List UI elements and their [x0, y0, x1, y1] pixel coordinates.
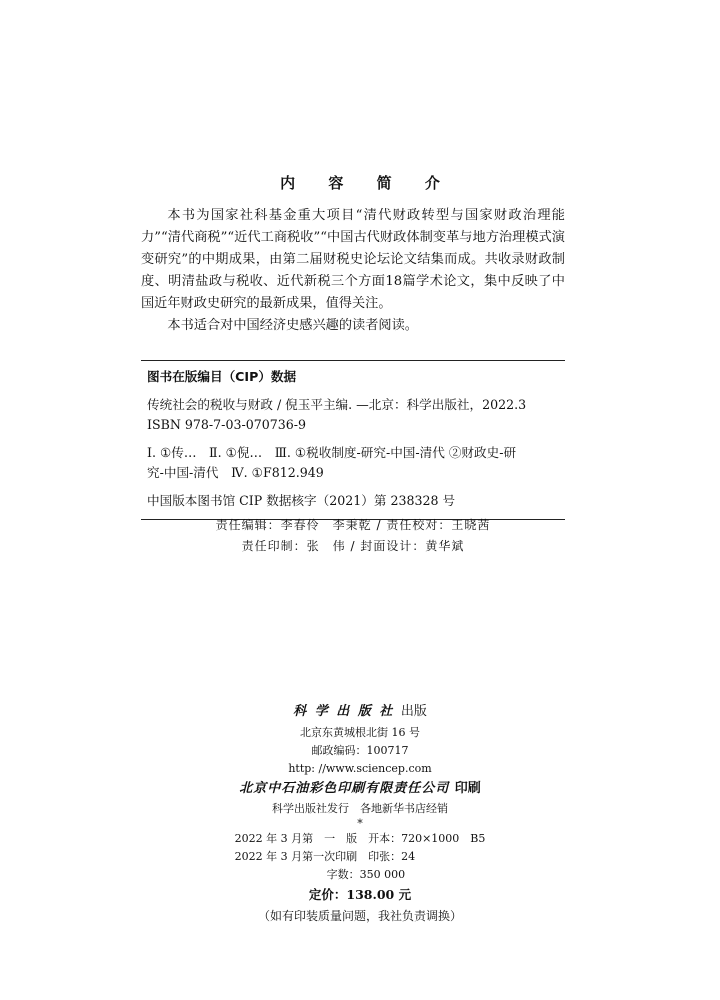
printer-line	[0, 778, 720, 800]
credits-line: 责任编辑：李春伶 李秉乾 / 责任校对：王晓茜	[215, 518, 491, 532]
edition-line: 2022 年 3 月第 一 版 开本：720×1000 B5	[234, 832, 486, 845]
cip-heading: 图书在版编目（CIP）数据	[147, 369, 297, 384]
separator-star: *	[357, 817, 363, 830]
editorial-credits	[141, 515, 565, 557]
publisher-line	[0, 700, 720, 724]
cip-verification-number: 中国版本图书馆 CIP 数据核字（2021）第 238328 号	[147, 493, 456, 508]
word-count-line: 字数：350 000	[326, 868, 406, 881]
distribution-line: 科学出版社发行 各地新华书店经销	[272, 802, 448, 815]
publisher-url: http: //www.sciencep.com	[288, 762, 432, 775]
cip-title-line: 传统社会的税收与财政 / 倪玉平主编. —北京：科学出版社，2022.3	[147, 397, 527, 412]
price-line: 定价：138.00 元	[308, 887, 412, 902]
summary-body	[141, 205, 565, 337]
summary-paragraph: 本书适合对中国经济史感兴趣的读者阅读。	[167, 318, 418, 333]
summary-paragraph: 本书为国家社科基金重大项目“清代财政转型与国家财政治理能力”“清代商税”“近代工商税收”“中国古代财政体制变革与地方治理模式演变研究”的中期成果，由第二届财税史论坛论文结集而成。共收录财政制度、明清盐政与税收、近代新税三个方面18篇学术论文，集中反映了中国近年财政史研究的最新成果，值得关注。	[141, 208, 565, 311]
credits-line: 责任印制：张 伟 / 封面设计：黄华斌	[241, 539, 465, 553]
cip-isbn: ISBN 978-7-03-070736-9	[147, 417, 307, 432]
printer-suffix: 印刷	[454, 781, 481, 796]
publisher-postcode: 邮政编码：100717	[311, 744, 409, 757]
cip-classification-line: 究-中国-清代 Ⅳ. ①F812.949	[147, 465, 324, 480]
printing-line: 2022 年 3 月第一次印刷 印张：24	[234, 850, 416, 863]
publisher-suffix: 出版	[400, 704, 427, 719]
quality-note: （如有印装质量问题，我社负责调换）	[257, 909, 462, 923]
summary-title: 内 容 简 介	[280, 174, 454, 192]
printer-name-logo: 北京中石油彩色印刷有限责任公司	[239, 781, 450, 796]
publication-imprint	[0, 700, 720, 926]
publisher-name-logo: 科 学 出 版 社	[293, 704, 395, 719]
edition-block	[235, 830, 486, 884]
cip-classification-line: Ⅰ. ①传… Ⅱ. ①倪… Ⅲ. ①税收制度-研究-中国-清代 ②财政史-研	[147, 445, 517, 460]
cip-data-block	[141, 360, 565, 520]
publisher-address: 北京东黄城根北街 16 号	[300, 726, 420, 739]
